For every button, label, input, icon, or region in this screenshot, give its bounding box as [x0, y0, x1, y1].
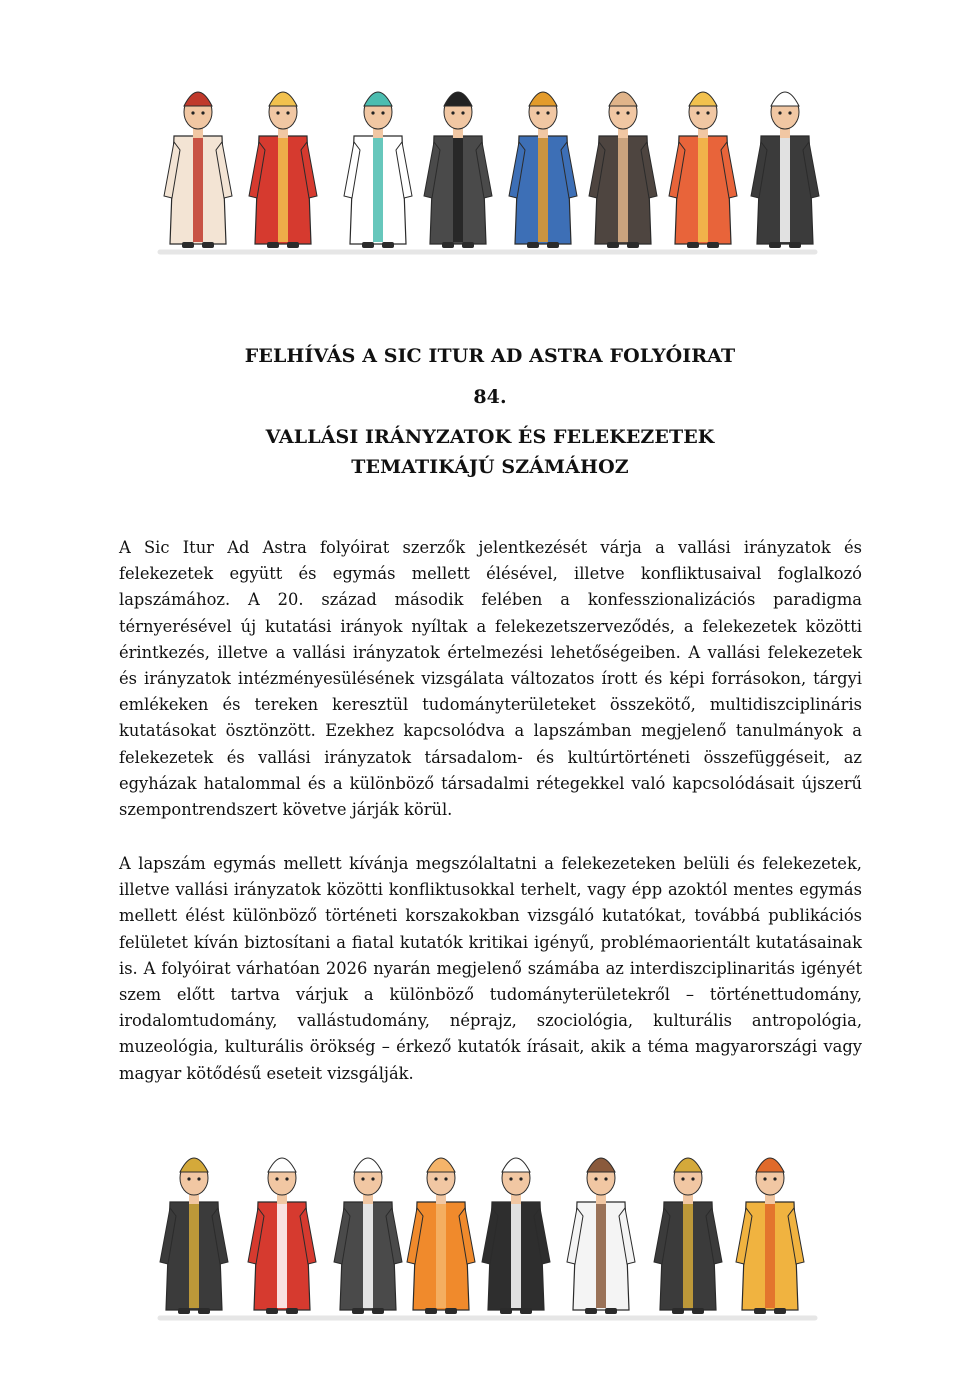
protestant-pastor-icon [751, 92, 819, 248]
paragraph-2: A lapszám egymás mellett kívánja megszólaltatni a felekezeteken belüli és felekezetek, illetve vallási irányzatok közötti konfliktusokkal terhelt, vagy épp azoktól mentes egymás mellett élést különböző történeti korszakokban vizsgáló kutatókat, továbbá publikációs felületet kíván biztosítani a fiatal kutatók kritikai igényű, problémaorientált kutatásainak is. A folyóirat várhatóan 2026 nyarán megjelenő számába az interdiszciplinaritás igényét szem előtt tartva várjuk a különböző tudományterületekről – történettudomány, irodalomtudomány, vallástudomány, néprajz, szociológia, kulturális antropológia, muzeológia, kulturális örökség – érkező kutatók írásait, akik a téma magyarországi vagy magyar kötődésű eseteit vizsgálják. [119, 854, 862, 1083]
orthodox-priest-icon [160, 1158, 228, 1314]
paragraph-1: A Sic Itur Ad Astra folyóirat szerzők jelentkezését várja a vallási irányzatok és felekezetek együtt és egymás mellett élésével, illetve konfliktusaival foglalkozó lapszámához. A 20. század második felében a konfesszionalizációs paradigma térnyerésével új kutatási irányok nyíltak a felekezetszerveződés, a felekezetek közötti érintkezés, illetve a vallási irányzatok értelmezési lehetőségeiben. A vallási felekezetek és irányzatok intézményesülésének vizsgálata változatos írott és képi forrásokon, tárgyi emlékeken és tereken keresztül tudományterületeket összekötő, multidiszciplináris kutatásokat ösztönzött. Ezekhez kapcsolódva a lapszámban megjelenő tanulmányok a felekezetek és vallási irányzatok társadalom- és kultúrtörténeti összefüggéseit, az egyházak hatalommal és a különböző társadalmi rétegekkel való kapcsolódásait újszerű szempontrendszert követve járják körül. [119, 538, 862, 820]
african-priest-icon [567, 1158, 635, 1314]
heading-line-3: VALLÁSI IRÁNYZATOK ÉS FELEKEZETEK [265, 426, 715, 448]
heading-line-1: FELHÍVÁS A SIC ITUR AD ASTRA FOLYÓIRAT [244, 345, 736, 367]
buddhist-monk-icon [407, 1158, 475, 1314]
rabbi-icon [482, 1158, 550, 1314]
clergy-figures-top [0, 66, 980, 262]
shinto-priest-icon [344, 92, 412, 248]
orthodox-monk-icon [424, 92, 492, 248]
cardinal-icon [248, 1158, 316, 1314]
hindu-priest-icon [669, 92, 737, 248]
clergy-figures-bottom [0, 1132, 980, 1328]
orthodox-patriarch-icon [654, 1158, 722, 1314]
franciscan-monk-icon [589, 92, 657, 248]
sadhu-icon [736, 1158, 804, 1314]
sikh-icon [509, 92, 577, 248]
orthodox-bishop-icon [164, 92, 232, 248]
bottom-illustration [0, 1132, 980, 1328]
top-illustration [0, 66, 980, 262]
heading-line-2: 84. [473, 386, 507, 408]
heading-line-4: TEMATIKÁJÚ SZÁMÁHOZ [351, 456, 629, 478]
catholic-bishop-icon [249, 92, 317, 248]
imam-icon [334, 1158, 402, 1314]
